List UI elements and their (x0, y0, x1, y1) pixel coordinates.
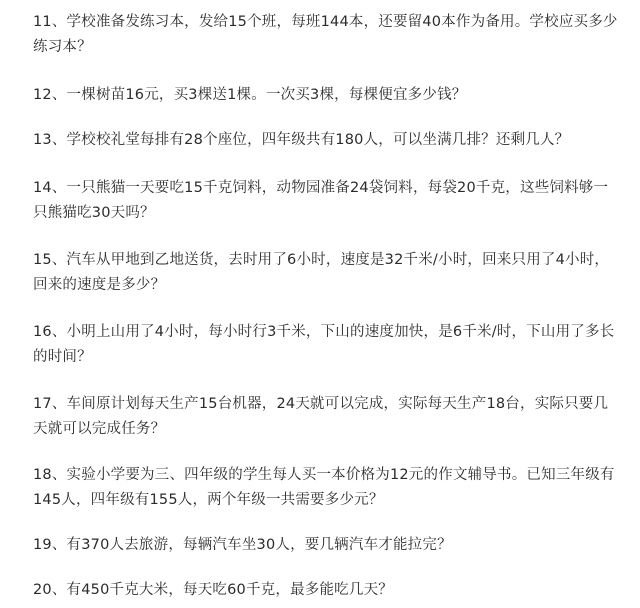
problem-16: 16、小明上山用了4小时，每小时行3千米，下山的速度加快，是6千米/时，下山用了多长的时间？ (33, 324, 615, 365)
problem-14: 14、一只熊猫一天要吃15千克饲料，动物园准备24袋饲料，每袋20千克，这些饲料够一只熊猫吃30天吗？ (33, 180, 609, 221)
problem-19: 19、有370人去旅游，每辆汽车坐30人，要几辆汽车才能拉完？ (33, 537, 452, 553)
problem-20: 20、有450千克大米，每天吃60千克，最多能吃几天？ (33, 582, 393, 598)
problem-17: 17、车间原计划每天生产15台机器，24天就可以完成，实际每天生产18台，实际只要几天就可以完成任务？ (33, 396, 609, 437)
problem-11: 11、学校准备发练习本，发给15个班，每班144本，还要留40本作为备用。学校应买多少练习本？ (33, 14, 618, 55)
problem-15: 15、汽车从甲地到乙地送货，去时用了6小时，速度是32千米/小时，回来只用了4小时，回来的速度是多少？ (33, 252, 610, 293)
problem-18: 18、实验小学要为三、四年级的学生每人买一本价格为12元的作文辅导书。已知三年级有145人，四年级有155人，两个年级一共需要多少元？ (33, 467, 615, 508)
problem-13: 13、学校校礼堂每排有28个座位，四年级共有180人，可以坐满几排？还剩几人？ (33, 132, 570, 148)
problem-12: 12、一棵树苗16元，买3棵送1棵。一次买3棵，每棵便宜多少钱？ (33, 87, 467, 103)
